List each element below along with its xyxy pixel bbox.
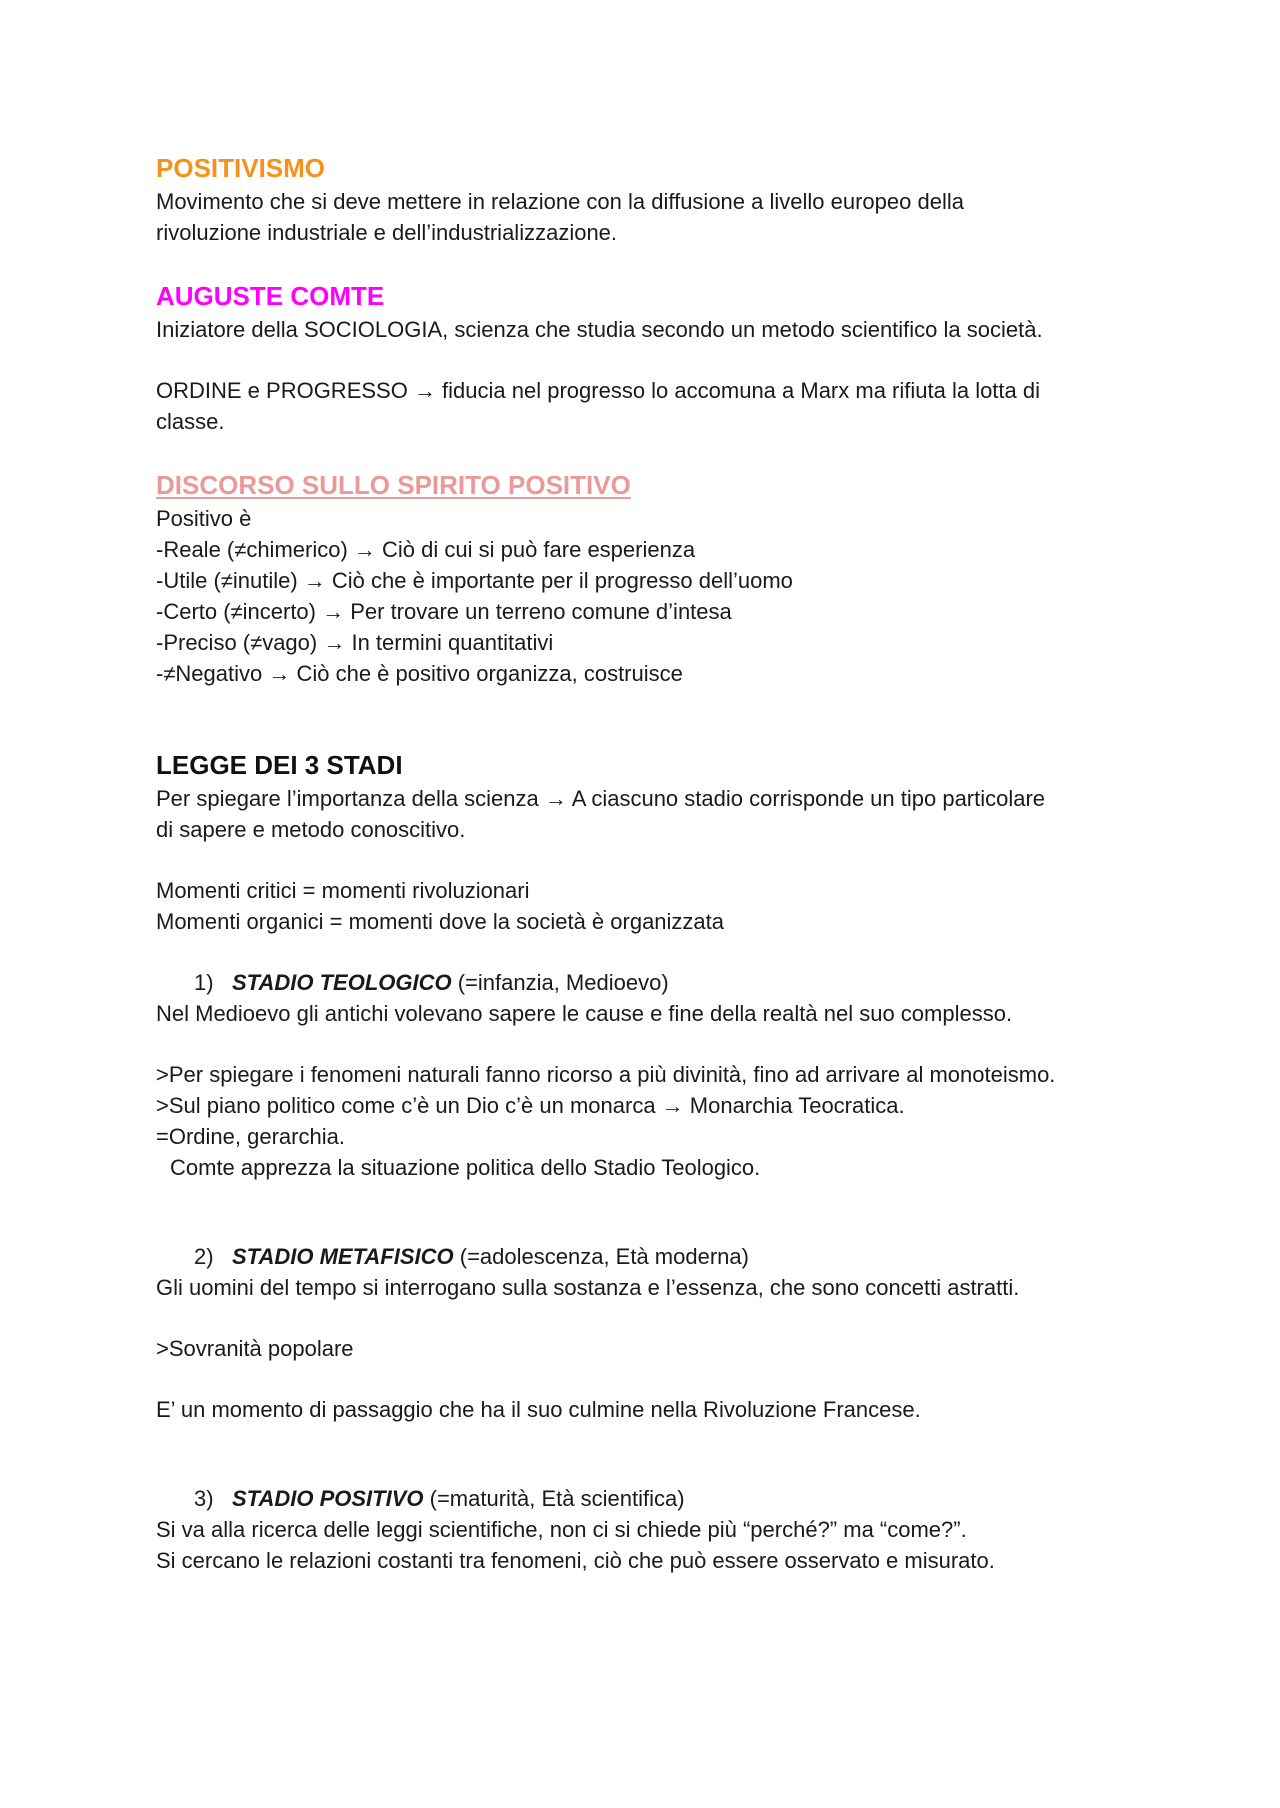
list-number: 1) [194,970,214,995]
text-line: classe. [156,409,225,434]
text-line: Si va alla ricerca delle leggi scientifiche, non ci si chiede più “perché?” ma “come?”. [156,1517,967,1542]
text-line: =Ordine, gerarchia. [156,1124,345,1149]
stage-heading-teologico [156,967,1156,998]
stage-subtitle: (=infanzia, Medioevo) [451,970,669,995]
text-line: Movimento che si deve mettere in relazione con la diffusione a livello europeo della [156,189,964,214]
text-line: rivoluzione industriale e dell’industrializzazione. [156,220,618,245]
list-number: 3) [194,1486,214,1511]
text-line: Nel Medioevo gli antichi volevano sapere le cause e fine della realtà nel suo complesso. [156,1001,1013,1026]
text-line: Iniziatore della SOCIOLOGIA, scienza che studia secondo un metodo scientifico la società. [156,317,1043,342]
document-content [156,150,1156,1576]
list-item: -Certo (≠incerto) → Per trovare un terreno comune d’intesa [156,599,732,624]
heading-discorso-spirito-positivo: DISCORSO SULLO SPIRITO POSITIVO [156,470,631,500]
text-line: E’ un momento di passaggio che ha il suo culmine nella Rivoluzione Francese. [156,1397,921,1422]
text-line: Momenti critici = momenti rivoluzionari [156,878,530,903]
text-line: ORDINE e PROGRESSO → fiducia nel progresso lo accomuna a Marx ma rifiuta la lotta di [156,378,1041,403]
stage-heading-positivo [156,1483,1156,1514]
text-line: >Per spiegare i fenomeni naturali fanno ricorso a più divinità, fino ad arrivare al monoteismo. [156,1062,1056,1087]
stage-title: STADIO METAFISICO [232,1244,454,1269]
text-line: di sapere e metodo conoscitivo. [156,817,466,842]
text-line: Per spiegare l’importanza della scienza → A ciascuno stadio corrisponde un tipo particolare [156,786,1046,811]
list-number: 2) [194,1244,214,1269]
stage-subtitle: (=adolescenza, Età moderna) [453,1244,749,1269]
stage-heading-metafisico [156,1241,1156,1272]
heading-positivismo: POSITIVISMO [156,153,326,183]
text-line: Momenti organici = momenti dove la società è organizzata [156,909,725,934]
list-item: -Reale (≠chimerico) → Ciò di cui si può fare esperienza [156,537,696,562]
stage-title: STADIO POSITIVO [232,1486,424,1511]
text-line: Si cercano le relazioni costanti tra fenomeni, ciò che può essere osservato e misurato. [156,1548,995,1573]
text-line: Positivo è [156,506,252,531]
list-item: -Utile (≠inutile) → Ciò che è importante per il progresso dell’uomo [156,568,793,593]
text-line: >Sovranità popolare [156,1336,354,1361]
heading-legge-tre-stadi: LEGGE DEI 3 STADI [156,750,403,780]
stage-subtitle: (=maturità, Età scientifica) [423,1486,685,1511]
stage-title: STADIO TEOLOGICO [232,970,452,995]
text-line: Comte apprezza la situazione politica dello Stadio Teologico. [170,1155,761,1180]
text-line: Gli uomini del tempo si interrogano sulla sostanza e l’essenza, che sono concetti astratti. [156,1275,1020,1300]
list-item: -≠Negativo → Ciò che è positivo organizza, costruisce [156,661,683,686]
text-line: >Sul piano politico come c’è un Dio c’è un monarca → Monarchia Teocratica. [156,1093,905,1118]
heading-auguste-comte: AUGUSTE COMTE [156,281,385,311]
list-item: -Preciso (≠vago) → In termini quantitativi [156,630,554,655]
